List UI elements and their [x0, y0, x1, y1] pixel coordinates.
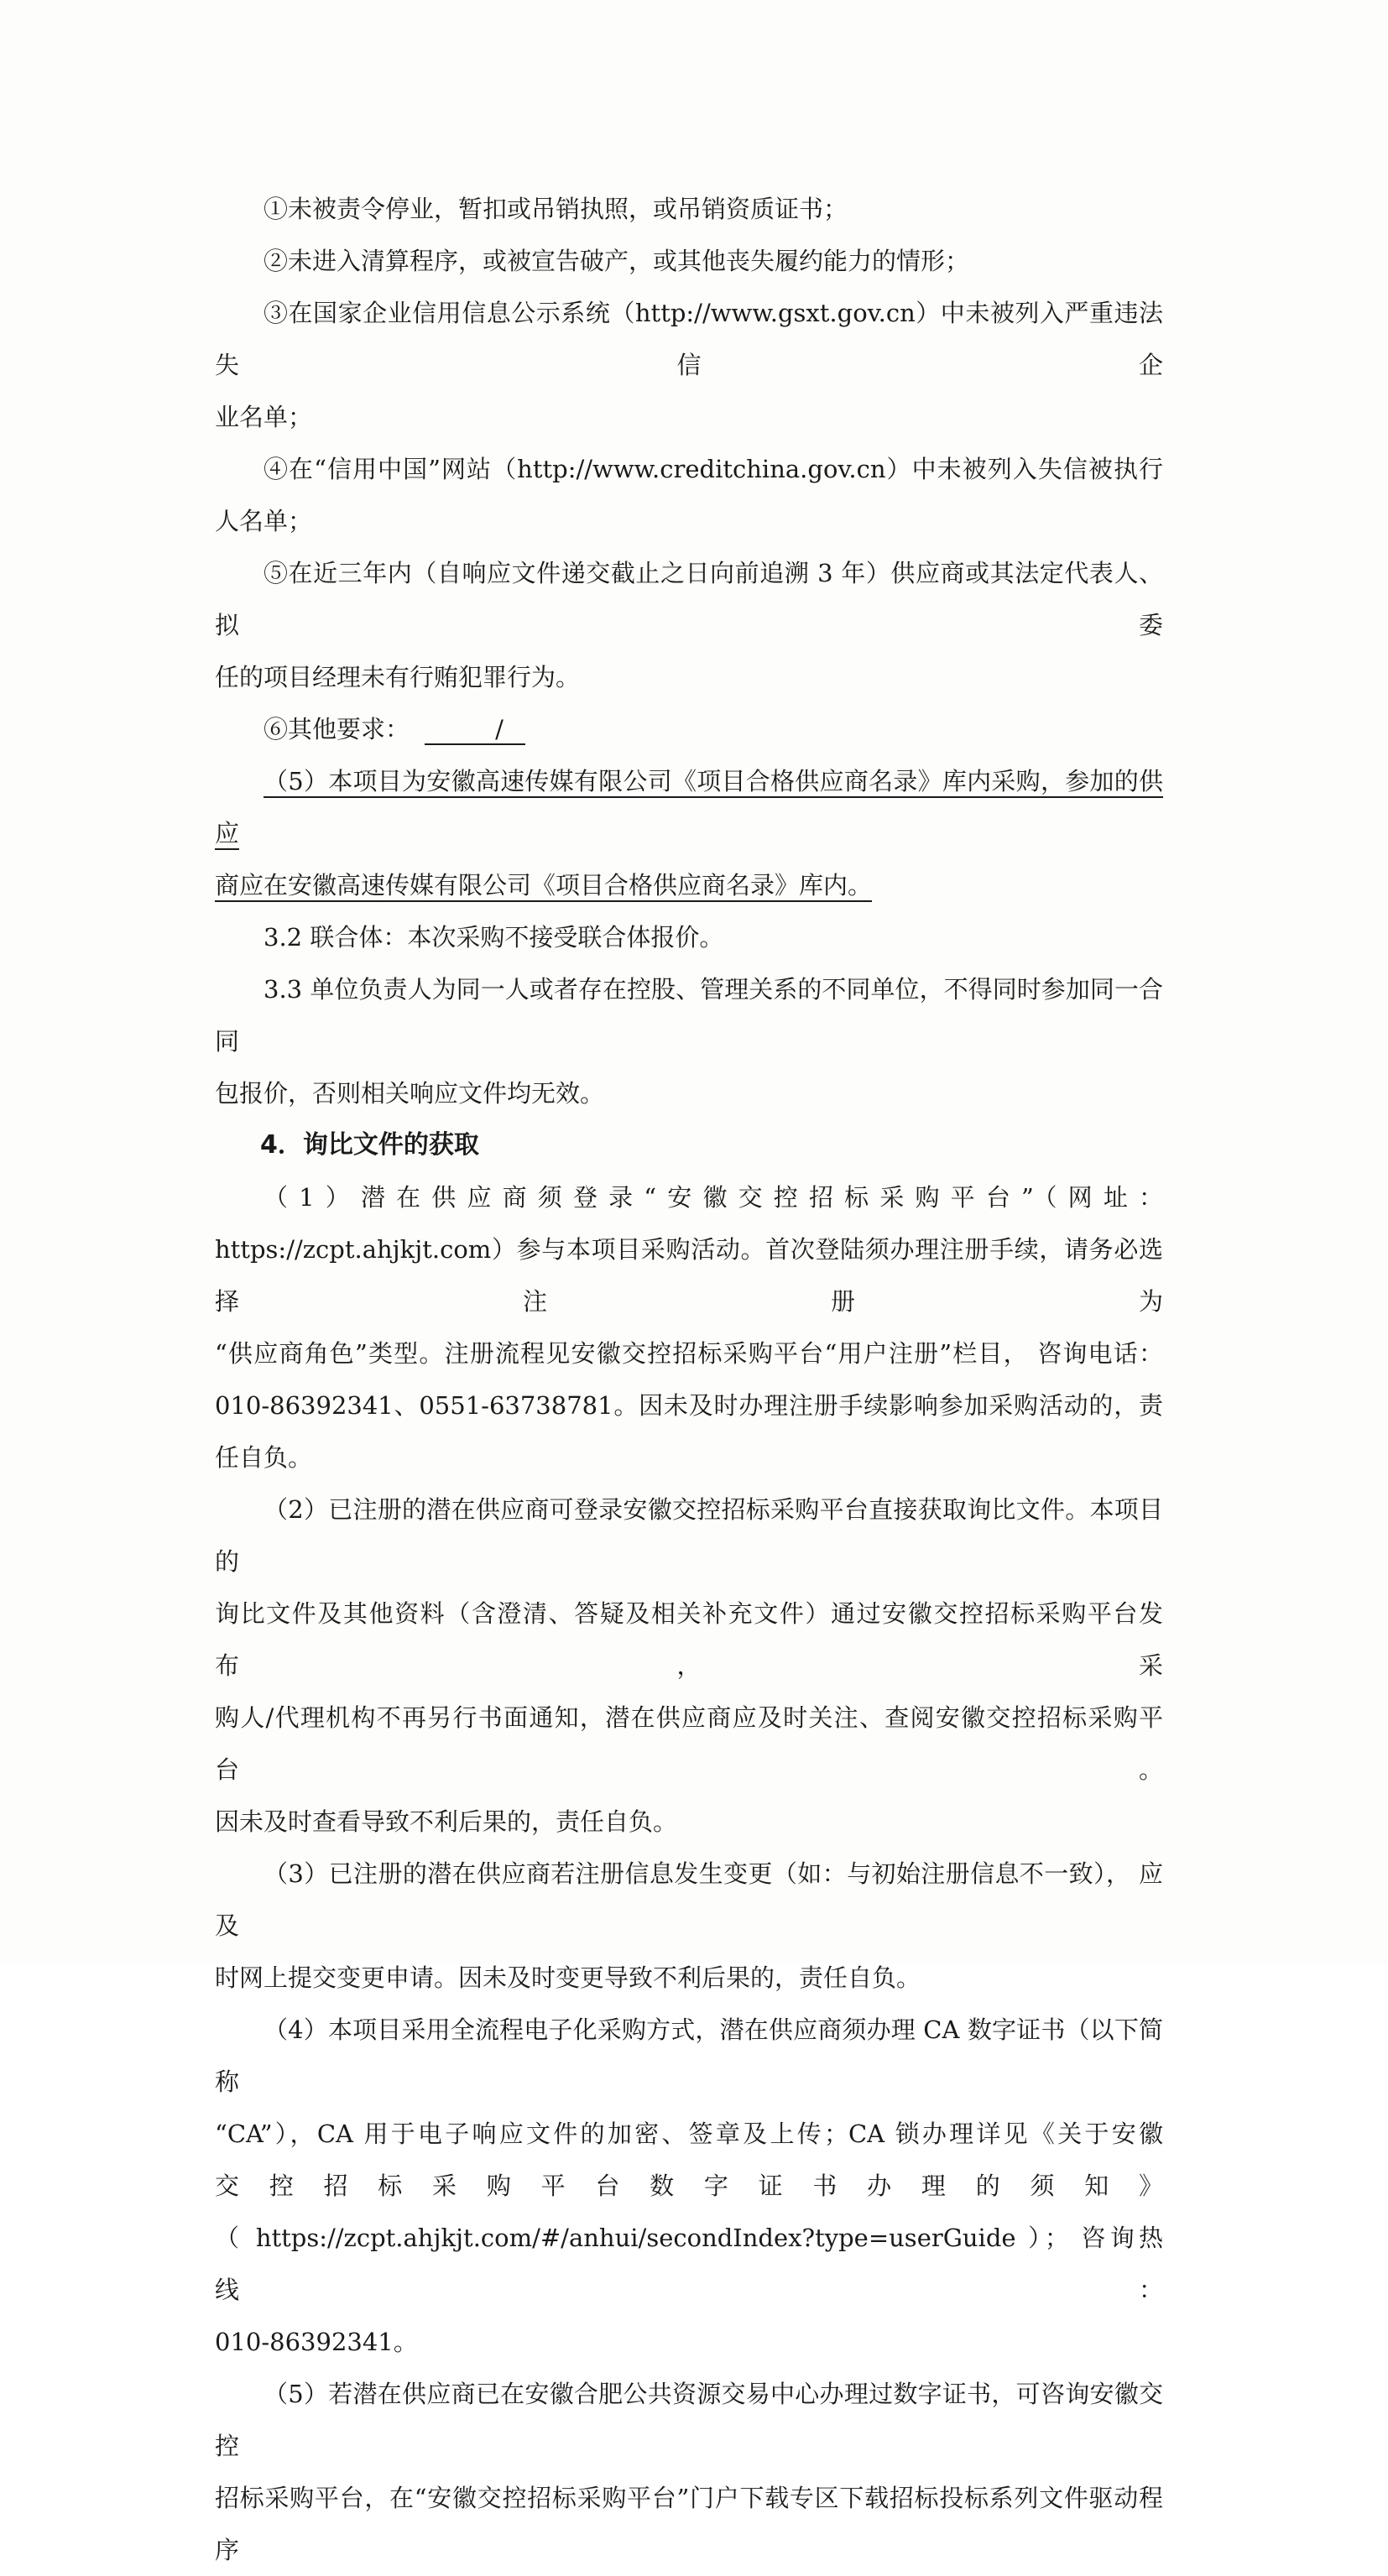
para2-line3: 购人/代理机构不再另行书面通知，潜在供应商应及时关注、查阅安徽交控招标采购平台。 [215, 1703, 1163, 1784]
para5-line2: 招标采购平台，在“安徽交控招标采购平台”门户下载专区下载招标投标系列文件驱动程序 [215, 2484, 1163, 2564]
condition-item-4: ④在“信用中国”网站（http://www.creditchina.gov.cn）中未被列入失信被执行人名单； [215, 455, 1163, 535]
condition-item-5-line1: ⑤在近三年内（自响应文件递交截止之日向前追溯 3 年）供应商或其法定代表人、拟委 [215, 559, 1163, 639]
para4-line5: 010-86392341。 [215, 2328, 418, 2356]
para1-line3: “供应商角色”类型。注册流程见安徽交控招标采购平台“用户注册”栏目， 咨询电话： [215, 1339, 1163, 1368]
condition-item-3-line2: 业名单； [215, 403, 313, 431]
clause-3-2: 3.2 联合体：本次采购不接受联合体报价。 [264, 923, 724, 952]
para3-line1: （3）已注册的潜在供应商若注册信息发生变更（如：与初始注册信息不一致）， 应及 [215, 1859, 1163, 1940]
para1-line4: 010-86392341、0551-63738781。因未及时办理注册手续影响参加采购活动的，责任自负。 [215, 1391, 1163, 1472]
para1-line1: （1）潜在供应商须登录“安徽交控招标采购平台”（网址： [264, 1183, 1163, 1212]
para4-line1: （4）本项目采用全流程电子化采购方式，潜在供应商须办理 CA 数字证书（以下简称 [215, 2015, 1163, 2096]
para2-line4: 因未及时查看导致不利后果的，责任自负。 [215, 1807, 678, 1836]
clause-3-3-line1: 3.3 单位负责人为同一人或者存在控股、管理关系的不同单位，不得同时参加同一合同 [215, 975, 1163, 1056]
para4-line4: （ https://zcpt.ahjkjt.com/#/anhui/secondIndex?type=userGuide ）； 咨询热线： [215, 2224, 1163, 2304]
para5-line1: （5）若潜在供应商已在安徽合肥公共资源交易中心办理过数字证书，可咨询安徽交控 [215, 2380, 1163, 2460]
condition-item-2: ②未进入清算程序，或被宣告破产，或其他丧失履约能力的情形； [264, 247, 970, 275]
clause-3-3-line2: 包报价，否则相关响应文件均无效。 [215, 1079, 605, 1108]
section5-line2-text: 商应在安徽高速传媒有限公司《项目合格供应商名录》库内。 [215, 871, 873, 900]
section-heading-4: 4．询比文件的获取 [260, 1130, 479, 1160]
condition-item-5-line2: 任的项目经理未有行贿犯罪行为。 [215, 663, 581, 691]
condition-item-6 [215, 703, 1163, 755]
other-requirements-label: ⑥其他要求： [264, 715, 410, 743]
para2-line2: 询比文件及其他资料（含澄清、答疑及相关补充文件）通过安徽交控招标采购平台发布，采 [215, 1599, 1163, 1680]
para3-line2: 时网上提交变更申请。因未及时变更导致不利后果的，责任自负。 [215, 1963, 921, 1992]
condition-item-3-line1: ③在国家企业信用信息公示系统（http://www.gsxt.gov.cn）中未被列入严重违法失信企 [215, 299, 1163, 379]
para1-line2: https://zcpt.ahjkjt.com）参与本项目采购活动。首次登陆须办理注册手续，请务必选择注册为 [215, 1235, 1163, 1316]
para4-line2: “CA”），CA 用于电子响应文件的加密、签章及上传；CA 锁办理详见《关于安徽 [215, 2120, 1163, 2148]
section5-line1: （5）本项目为安徽高速传媒有限公司《项目合格供应商名录》库内采购，参加的供应 [215, 767, 1163, 847]
other-requirements-value: / [425, 715, 525, 745]
condition-item-1: ①未被责令停业，暂扣或吊销执照，或吊销资质证书； [264, 195, 848, 223]
section5-line2 [215, 859, 1163, 911]
para4-line3: 交控招标采购平台数字证书办理的须知》 [215, 2172, 1163, 2200]
para2-line1: （2）已注册的潜在供应商可登录安徽交控招标采购平台直接获取询比文件。本项目的 [215, 1495, 1163, 1576]
